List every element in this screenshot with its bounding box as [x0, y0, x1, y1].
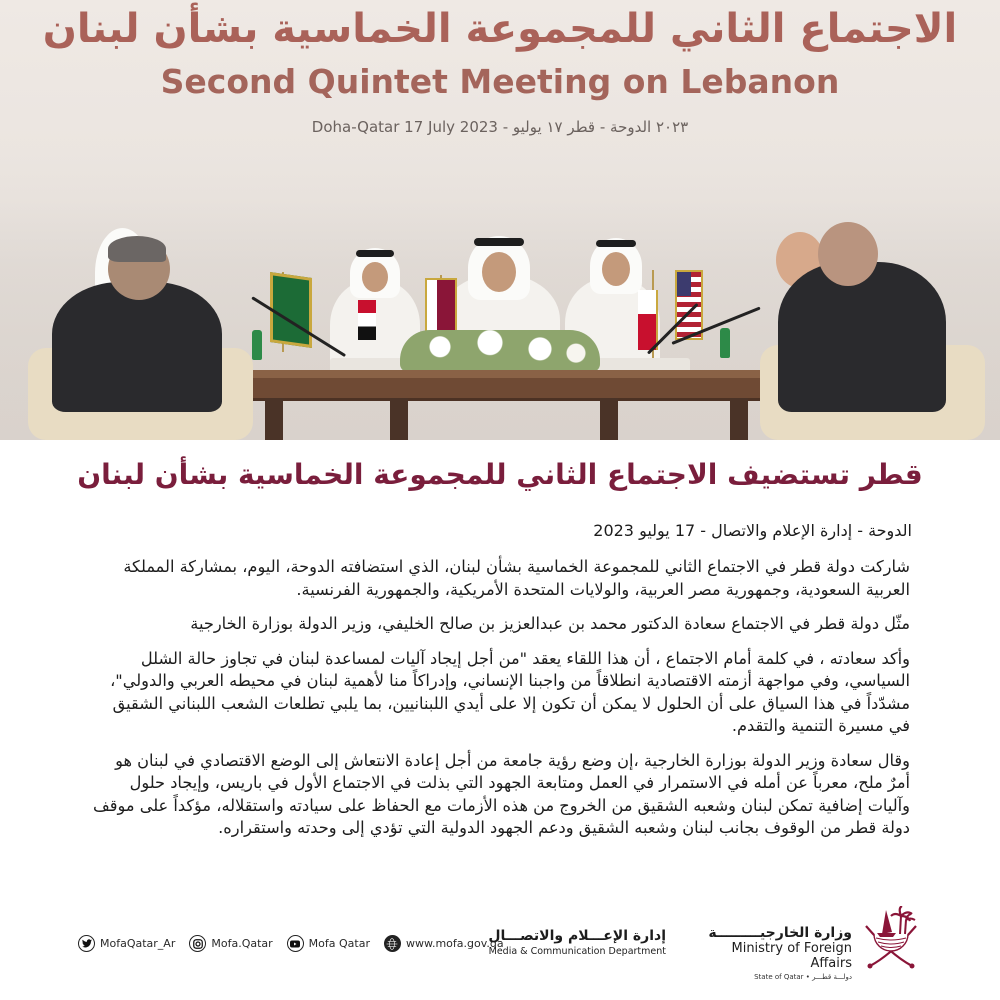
water-bottle [720, 328, 730, 358]
table-leg [600, 398, 618, 440]
delegate-agal [474, 238, 524, 246]
banner-title-english: Second Quintet Meeting on Lebanon [160, 62, 840, 101]
article-body [92, 556, 910, 852]
delegate-hair [108, 236, 166, 262]
water-bottle [252, 330, 262, 360]
delegate-face [482, 252, 516, 292]
instagram-icon [189, 935, 206, 952]
france-flag [638, 290, 658, 350]
delegate-face [602, 252, 630, 286]
media-department-arabic: إدارة الإعـــلام والاتصـــال [488, 928, 666, 944]
meeting-photo [0, 0, 1000, 440]
social-links [78, 935, 504, 952]
banner-date: Doha-Qatar 17 July 2023 - ٢٠٢٣ الدوحة - قطر ١٧ يوليو [311, 118, 689, 136]
banner-title-arabic: الاجتماع الثاني للمجموعة الخماسية بشأن لبنان [42, 6, 958, 52]
article-dateline: الدوحة - إدارة الإعلام والاتصال - 17 يوليو 2023 [593, 521, 912, 540]
media-department-logo [488, 928, 666, 957]
egypt-flag [358, 300, 376, 340]
social-label: Mofa Qatar [308, 937, 370, 950]
social-link-website[interactable] [384, 935, 504, 952]
article-headline: قطر تستضيف الاجتماع الثاني للمجموعة الخماسية بشأن لبنان [77, 458, 923, 491]
table-leg [390, 398, 408, 440]
table-leg [265, 398, 283, 440]
delegate-agal [356, 250, 394, 257]
media-department-english: Media & Communication Department [488, 946, 666, 957]
social-link-instagram[interactable] [189, 935, 272, 952]
delegate-head [818, 222, 878, 286]
social-link-youtube[interactable] [287, 935, 370, 952]
twitter-icon [78, 935, 95, 952]
ministry-english: Ministry of Foreign Affairs [731, 941, 852, 971]
ministry-arabic: وزارة الخارجيـــــــــة [708, 925, 852, 941]
article-paragraph: مثّل دولة قطر في الاجتماع سعادة الدكتور محمد بن عبدالعزيز بن صالح الخليفي، وزير الدولة بوزارة الخارجية [190, 614, 910, 633]
article-paragraph: وأكد سعادته ، في كلمة أمام الاجتماع ، أن هذا اللقاء يعقد "من أجل إيجاد آليات لمساعدة لبنان في تجاوز حالة الشلل السياسي، وفي مواجهة أزمته الاقتصادية انطلاقاً من واجبنا الإنساني، وإدراكاً منا لأهمية لبنان في محيطه العربي والدولي"، مشدّداً في هذا السياق على أن الحلول لا يمكن أن تكون إلا على أيدي اللبنانيين، بما يلبي تطلعات الشعب اللبناني الشقيق في مسيرة التنمية والتقدم. [110, 648, 910, 735]
usa-flag-canton [677, 272, 691, 296]
globe-icon [384, 935, 401, 952]
social-label: www.mofa.gov.qa [405, 937, 504, 950]
qatar-emblem-icon [860, 906, 922, 972]
delegate-foreground-right [778, 262, 946, 412]
ministry-state: State of Qatar • دولـــة قطـــر [754, 973, 852, 981]
conference-table [205, 378, 805, 398]
youtube-icon [287, 935, 304, 952]
social-label: MofaQatar_Ar [100, 937, 176, 950]
ministry-logo-text [700, 925, 852, 981]
delegate-face [362, 262, 388, 292]
social-link-twitter[interactable] [78, 935, 175, 952]
article-paragraph: شاركت دولة قطر في الاجتماع الثاني للمجموعة الخماسية بشأن لبنان، الذي استضافته الدوحة، اليوم، بمشاركة المملكة العربية السعودية، وجمهورية مصر العربية، والولايات المتحدة الأمريكية، والجمهورية الفرنسية. [123, 557, 910, 599]
table-leg [730, 398, 748, 440]
delegate-foreground-left [52, 282, 222, 412]
flower-centerpiece [400, 330, 600, 372]
article-paragraph: وقال سعادة وزير الدولة بوزارة الخارجية ،إن وضع رؤية جامعة من أجل إعادة الانتعاش إلى الوضع الاقتصادي في لبنان هو أمرٌ ملح، معرباً عن أمله في الاستمرار في العمل ومتابعة الجهود التي بذلت في الاجتماع الأول في باريس، وإيجاد حلول وآليات إضافية تمكن لبنان وشعبه الشقيق من الخروج من هذه الأزمات مع الحفاظ على سيادته واستقلاله، مؤكداً على موقف دولة قطر من الوقوف بجانب لبنان وشعبه الشقيق ودعم الجهود الدولية التي تؤدي إلى وحدته واستقراره. [93, 750, 910, 837]
social-label: Mofa.Qatar [211, 937, 273, 950]
delegate-agal [596, 240, 636, 247]
